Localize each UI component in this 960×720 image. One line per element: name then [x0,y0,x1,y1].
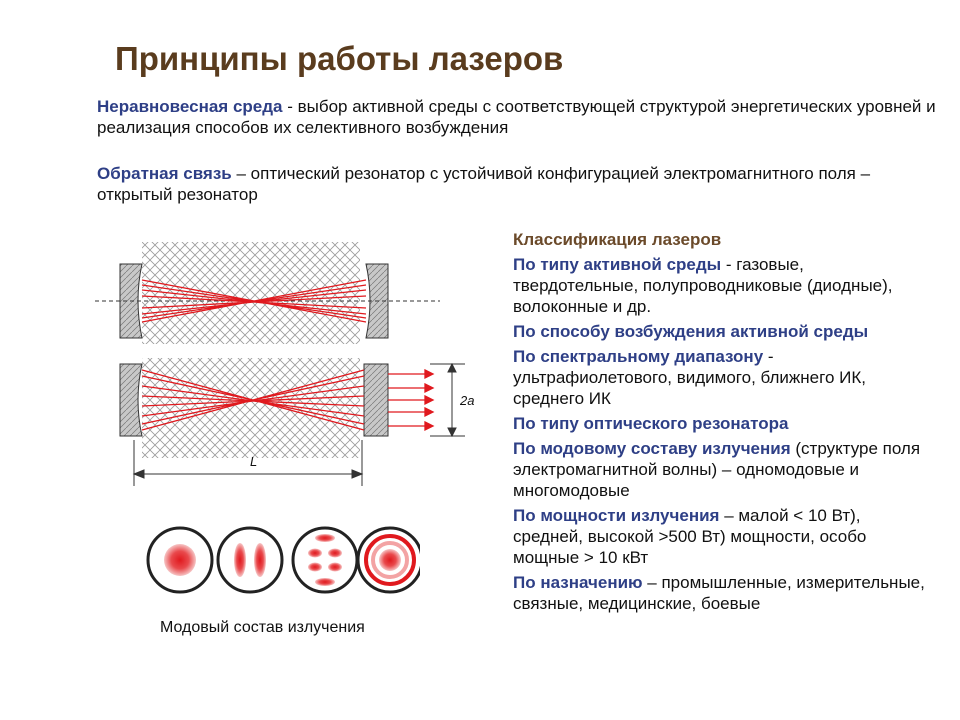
output-beam-arrows [388,370,433,430]
paragraph-nonequilibrium [97,96,937,138]
resonator-bottom [120,358,474,486]
classification-term: По спектральному диапазону [513,347,764,366]
classification-block [513,229,933,618]
resonator-diagram [90,230,490,495]
term-feedback: Обратная связь [97,164,232,183]
classification-term: По мощности излучения [513,506,720,525]
classification-item [513,438,933,501]
classification-item [513,572,933,614]
paragraph-text: - выбор активной среды с соответствующей структурой энергетических уровней и реализация способов их селективного возбуждения [97,97,936,137]
classification-text: – промышленные, измерительные, связные, медицинские, боевые [513,573,925,613]
mode-patterns [140,520,420,615]
label-2a: 2a [460,393,475,408]
paragraph-feedback [97,163,937,205]
classification-item [513,254,933,317]
mode-tem00 [148,528,212,592]
mode-tem01 [218,528,282,592]
classification-term: По типу активной среды [513,255,722,274]
classification-item [513,505,933,568]
paragraph-text: – оптический резонатор с устойчивой конфигурацией электромагнитного поля – открытый резонатор [97,164,871,204]
modes-caption: Модовый состав излучения [160,619,365,636]
classification-text: – малой < 10 Вт), средней, высокой >500 Вт) мощности, особо мощные > 10 кВт [513,506,867,567]
classification-heading: Классификация лазеров [513,230,722,249]
classification-text: - ультрафиолетового, видимого, ближнего ИК, среднего ИК [513,347,866,408]
mode-ring [358,528,420,592]
active-medium [142,358,360,458]
classification-term: По типу оптического резонатора [513,414,789,433]
resonator-top [95,242,440,344]
label-L: L [250,454,258,469]
classification-item [513,321,933,342]
left-mirror [120,364,142,436]
classification-term: По модовому составу излучения [513,439,791,458]
output-mirror [364,364,388,436]
mode-tem11 [293,528,357,592]
page-title: Принципы работы лазеров [115,40,564,77]
term-nonequilibrium: Неравновесная среда [97,97,283,116]
classification-term: По способу возбуждения активной среды [513,322,869,341]
classification-term: По назначению [513,573,643,592]
classification-item [513,413,933,434]
classification-text: (структуре поля электромагнитной волны) – одномодовые и многомодовые [513,439,921,500]
classification-item [513,346,933,409]
classification-text: - газовые, твердотельные, полупроводниковые (диодные), волоконные и др. [513,255,893,316]
